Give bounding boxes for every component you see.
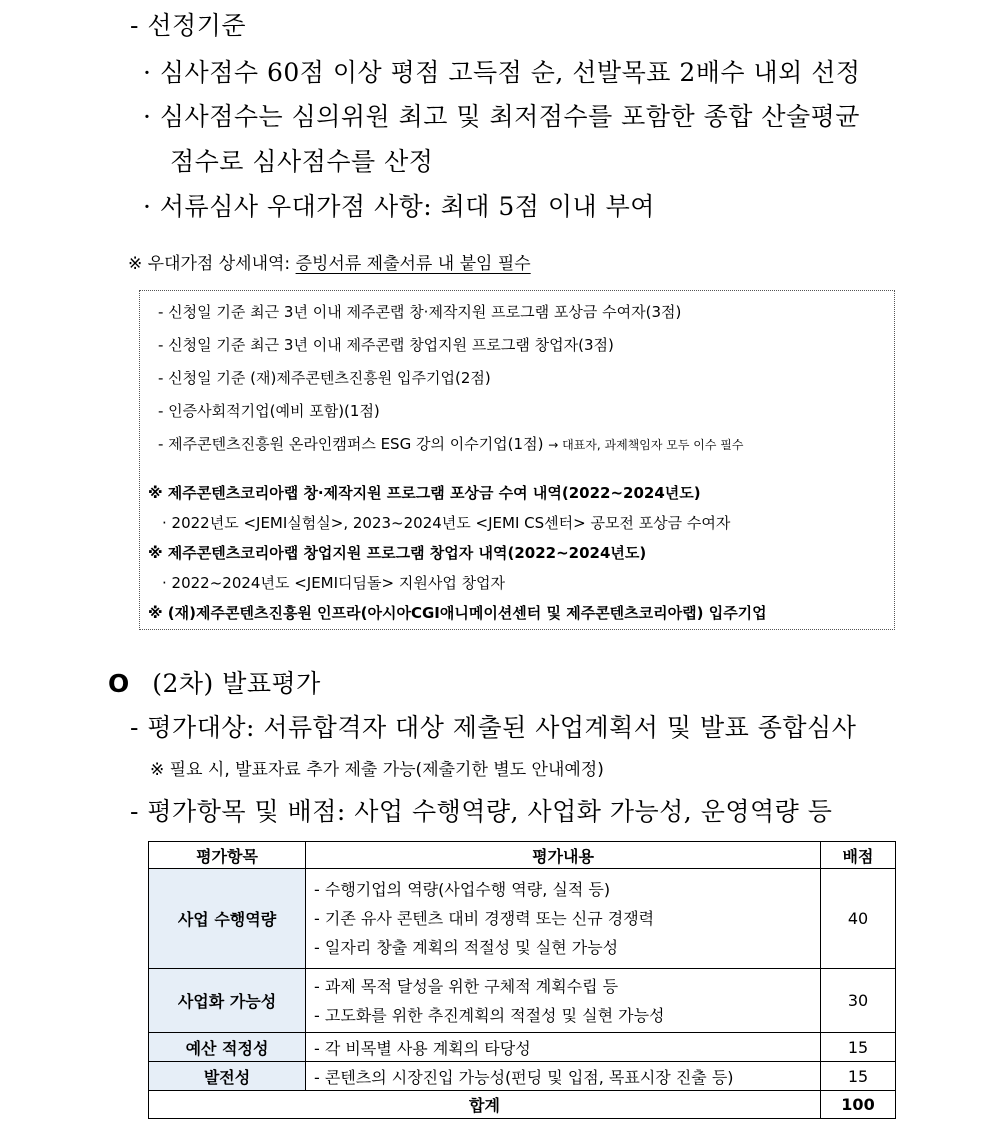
bonus-item-5-text: - 제주콘텐츠진흥원 온라인캠퍼스 ESG 강의 이수기업(1점): [158, 435, 544, 453]
table-header-row: [149, 842, 896, 869]
bonus-item-2: - 신청일 기준 최근 3년 이내 제주콘랩 창업지원 프로그램 창업자(3점): [158, 336, 614, 354]
table-row-content: [306, 969, 821, 1033]
bonus-item-4: - 인증사회적기업(예비 포함)(1점): [158, 402, 380, 420]
bonus-note-2: ※ 제주콘텐츠코리아랩 창업지원 프로그램 창업자 내역(2022~2024년도): [148, 544, 647, 562]
bonus-note-3: ※ (재)제주콘텐츠진흥원 인프라(아시아CGI애니메이션센터 및 제주콘텐츠코리아랩) 입주기업: [148, 604, 767, 622]
table-total-score: 100: [821, 1091, 896, 1119]
presentation-target: - 평가대상: 서류합격자 대상 제출된 사업계획서 및 발표 종합심사: [130, 713, 857, 742]
presentation-heading-mark: O: [108, 669, 130, 698]
table-row: [149, 1033, 896, 1062]
bonus-item-3: - 신청일 기준 (재)제주콘텐츠진흥원 입주기업(2점): [158, 369, 491, 387]
table-row-score: 15: [821, 1062, 896, 1091]
bonus-item-5-suffix: → 대표자, 과제책임자 모두 이수 필수: [548, 438, 744, 452]
table-row-content: - 콘텐츠의 시장진입 가능성(펀딩 및 입점, 목표시장 진출 등): [306, 1062, 821, 1091]
table-row-score: 15: [821, 1033, 896, 1062]
table-row-content: - 각 비목별 사용 계획의 타당성: [306, 1033, 821, 1062]
bonus-note-1-detail: · 2022년도 <JEMI실험실>, 2023~2024년도 <JEMI CS센터> 공모전 포상금 수여자: [162, 514, 731, 532]
table-row-item: 예산 적정성: [149, 1033, 306, 1062]
bonus-note-2-detail: · 2022~2024년도 <JEMI디딤돌> 지원사업 창업자: [162, 574, 506, 592]
content-line: - 기존 유사 콘텐츠 대비 경쟁력 또는 신규 경쟁력: [314, 909, 655, 928]
content-line: - 수행기업의 역량(사업수행 역량, 실적 등): [314, 880, 611, 899]
table-row-item: 발전성: [149, 1062, 306, 1091]
bonus-note: [128, 249, 531, 274]
content-line: - 고도화를 위한 추진계획의 적절성 및 실현 가능성: [314, 1005, 665, 1025]
table-row-item: 사업화 가능성: [149, 969, 306, 1033]
selection-bullet-2: · 심사점수는 심의위원 최고 및 최저점수를 포함한 종합 산술평균: [143, 102, 860, 131]
presentation-heading-text: (2차) 발표평가: [152, 669, 321, 698]
selection-bullet-3: · 서류심사 우대가점 사항: 최대 5점 이내 부여: [143, 192, 655, 221]
bonus-note-underlined: 증빙서류 제출서류 내 붙임 필수: [295, 254, 531, 274]
content-line: - 일자리 창출 계획의 적절성 및 실현 가능성: [314, 938, 619, 957]
bonus-note-1: ※ 제주콘텐츠코리아랩 창·제작지원 프로그램 포상금 수여 내역(2022~2024년도): [148, 484, 701, 502]
selection-bullet-2-cont: 점수로 심사점수를 산정: [170, 147, 434, 176]
table-header-item: 평가항목: [149, 842, 306, 869]
content-line: - 과제 목적 달성을 위한 구체적 계획수립 등: [314, 976, 619, 996]
evaluation-table: [148, 841, 896, 1119]
table-header-content: 평가내용: [306, 842, 821, 869]
table-row-score: 40: [821, 869, 896, 969]
table-row: [149, 869, 896, 969]
presentation-heading: [108, 664, 321, 700]
table-row-content: [306, 869, 821, 969]
bonus-item-5: [158, 433, 743, 454]
presentation-items-line: - 평가항목 및 배점: 사업 수행역량, 사업화 가능성, 운영역량 등: [130, 797, 833, 826]
selection-heading: - 선정기준: [130, 11, 246, 40]
table-total-label: 합계: [149, 1091, 821, 1119]
table-header-score: 배점: [821, 842, 896, 869]
presentation-note: ※ 필요 시, 발표자료 추가 제출 가능(제출기한 별도 안내예정): [150, 760, 604, 780]
selection-bullet-1: · 심사점수 60점 이상 평점 고득점 순, 선발목표 2배수 내외 선정: [143, 58, 861, 87]
table-row: [149, 969, 896, 1033]
bonus-item-1: - 신청일 기준 최근 3년 이내 제주콘랩 창·제작지원 프로그램 포상금 수여자(3점): [158, 303, 682, 321]
table-row-item: 사업 수행역량: [149, 869, 306, 969]
table-row: [149, 1062, 896, 1091]
table-total-row: [149, 1091, 896, 1119]
bonus-note-prefix: ※ 우대가점 상세내역:: [128, 254, 296, 274]
table-row-score: 30: [821, 969, 896, 1033]
